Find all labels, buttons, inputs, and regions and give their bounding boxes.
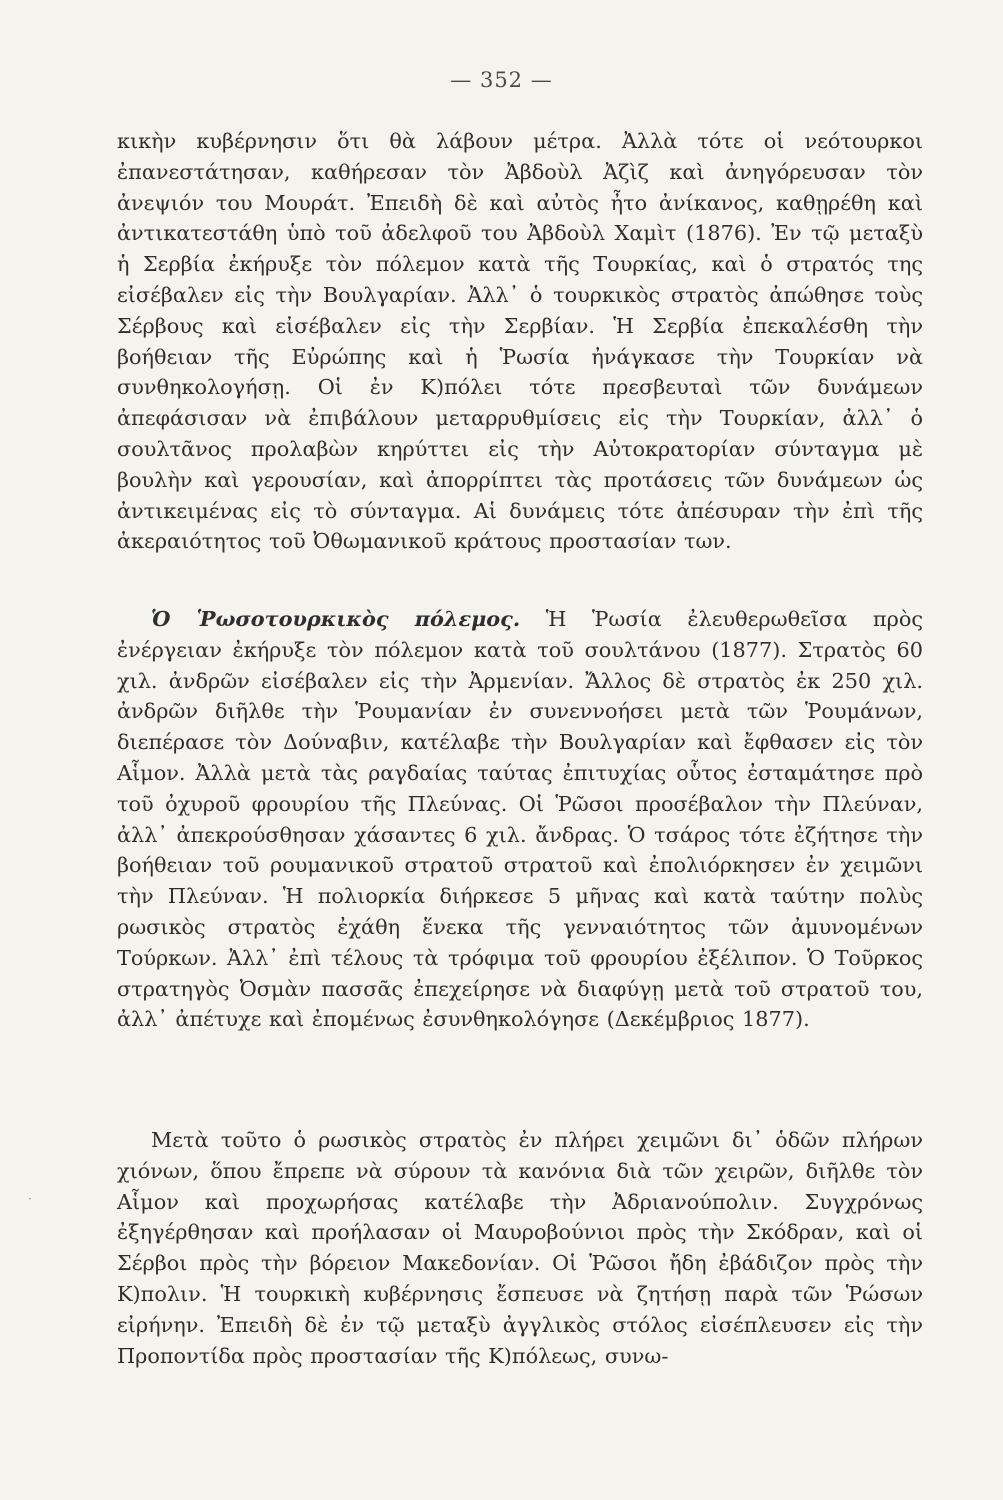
paragraph-2: [117, 604, 923, 1035]
paragraph-2-text: Ἡ Ῥωσία ἐλευθερωθεῖσα πρὸς ἐνέργειαν ἐκήρυξε τὸν πόλεμον κατὰ τοῦ σουλτάνου (1877). Στρατὸς 60 χιλ. ἀνδρῶν εἰσέβαλεν εἰς τὴν Ἀρμενίαν. Ἄλλος δὲ στρατὸς ἐκ 250 χιλ. ἀνδρῶν διῆλθε τὴν Ῥουμανίαν ἐν συνεννοήσει μετὰ τῶν Ῥουμάνων, διεπέρασε τὸν Δούναβιν, κατέλαβε τὴν Βουλγαρίαν καὶ ἔφθασεν εἰς τὸν Αἷμον. Ἀλλὰ μετὰ τὰς ραγδαίας ταύτας ἐπιτυχίας οὗτος ἐσταμάτησε πρὸ τοῦ ὀχυροῦ φρουρίου τῆς Πλεύνας. Οἱ Ῥῶσοι προσέβαλον τὴν Πλεύναν, ἀλλ᾽ ἀπεκρούσθησαν χάσαντες 6 χιλ. ἄνδρας. Ὁ τσάρος τότε ἐζήτησε τὴν βοήθειαν τοῦ ρουμανικοῦ στρατοῦ στρατοῦ καὶ ἐπολιόρκησεν ἐν χειμῶνι τὴν Πλεύναν. Ἡ πολιορκία διήρκεσε 5 μῆνας καὶ κατὰ ταύτην πολὺς ρωσικὸς στρατὸς ἐχάθη ἕνεκα τῆς γενναιότητος τῶν ἀμυνομένων Τούρκων. Ἀλλ᾽ ἐπὶ τέλους τὰ τρόφιμα τοῦ φρουρίου ἐξέλιπον. Ὁ Τοῦρκος στρατηγὸς Ὀσμὰν πασσᾶς ἐπεχείρησε νὰ διαφύγῃ μετὰ τοῦ στρατοῦ του, ἀλλ᾽ ἀπέτυχε καὶ ἐπομένως ἐσυνθηκολόγησε (Δεκέμβριος 1877).: [117, 607, 923, 1032]
page-number: — 352 —: [450, 68, 553, 92]
paragraph-2-body: [117, 604, 923, 1035]
paragraph-3: [117, 1125, 923, 1371]
margin-speck: ·: [28, 1192, 32, 1206]
paragraph-3-text: Μετὰ τοῦτο ὁ ρωσικὸς στρατὸς ἐν πλήρει χειμῶνι δι᾽ ὁδῶν πλήρων χιόνων, ὅπου ἔπρεπε νὰ σύρουν τὰ κανόνια διὰ τῶν χειρῶν, διῆλθε τὸν Αἷμον καὶ προχωρήσας κατέλαβε τὴν Ἀδριανούπολιν. Συγχρόνως ἐξηγέρθησαν καὶ προήλασαν οἱ Μαυροβούνιοι πρὸς τὴν Σκόδραν, καὶ οἱ Σέρβοι πρὸς τὴν βόρειον Μακεδονίαν. Οἱ Ῥῶσοι ἤδη ἐβάδιζον πρὸς τὴν Κ)πολιν. Ἡ τουρκικὴ κυβέρνησις ἔσπευσε νὰ ζητήσῃ παρὰ τῶν Ῥώσων εἰρήνην. Ἐπειδὴ δὲ ἐν τῷ μεταξὺ ἀγγλικὸς στόλος εἰσέπλευσεν εἰς τὴν Προποντίδα πρὸς προστασίαν τῆς Κ)πόλεως, συνω-: [117, 1128, 923, 1368]
section-title: Ὁ Ῥωσοτουρκικὸς πόλεμος.: [151, 606, 521, 631]
paragraph-1: [117, 126, 923, 557]
paragraph-1-text: κικὴν κυβέρνησιν ὅτι θὰ λάβουν μέτρα. Ἀλλὰ τότε οἱ νεότουρκοι ἐπανεστάτησαν, καθήρεσαν τὸν Ἀβδοὺλ Ἀζὶζ καὶ ἀνηγόρευσαν τὸν ἀνεψιόν του Μουράτ. Ἐπειδὴ δὲ καὶ αὐτὸς ἦτο ἀνίκανος, καθῃρέθη καὶ ἀντικατεστάθη ὑπὸ τοῦ ἀδελφοῦ του Ἀβδοὺλ Χαμὶτ (1876). Ἐν τῷ μεταξὺ ἡ Σερβία ἐκήρυξε τὸν πόλεμον κατὰ τῆς Τουρκίας, καὶ ὁ στρατός της εἰσέβαλεν εἰς τὴν Βουλγαρίαν. Ἀλλ᾽ ὁ τουρκικὸς στρατὸς ἀπώθησε τοὺς Σέρβους καὶ εἰσέβαλεν εἰς τὴν Σερβίαν. Ἡ Σερβία ἐπεκαλέσθη τὴν βοήθειαν τῆς Εὐρώπης καὶ ἡ Ῥωσία ἠνάγκασε τὴν Τουρκίαν νὰ συνθηκολογήσῃ. Οἱ ἐν Κ)πόλει τότε πρεσβευταὶ τῶν δυνάμεων ἀπεφάσισαν νὰ ἐπιβάλουν μεταρρυθμίσεις εἰς τὴν Τουρκίαν, ἀλλ᾽ ὁ σουλτᾶνος προλαβὼν κηρύττει εἰς τὴν Αὐτοκρατορίαν σύνταγμα μὲ βουλὴν καὶ γερουσίαν, καὶ ἀπορρίπτει τὰς προτάσεις τῶν δυνάμεων ὡς ἀντικειμένας εἰς τὸ σύνταγμα. Αἱ δυνάμεις τότε ἀπέσυραν τὴν ἐπὶ τῆς ἀκεραιότητος τοῦ Ὀθωμανικοῦ κράτους προστασίαν των.: [117, 129, 923, 554]
